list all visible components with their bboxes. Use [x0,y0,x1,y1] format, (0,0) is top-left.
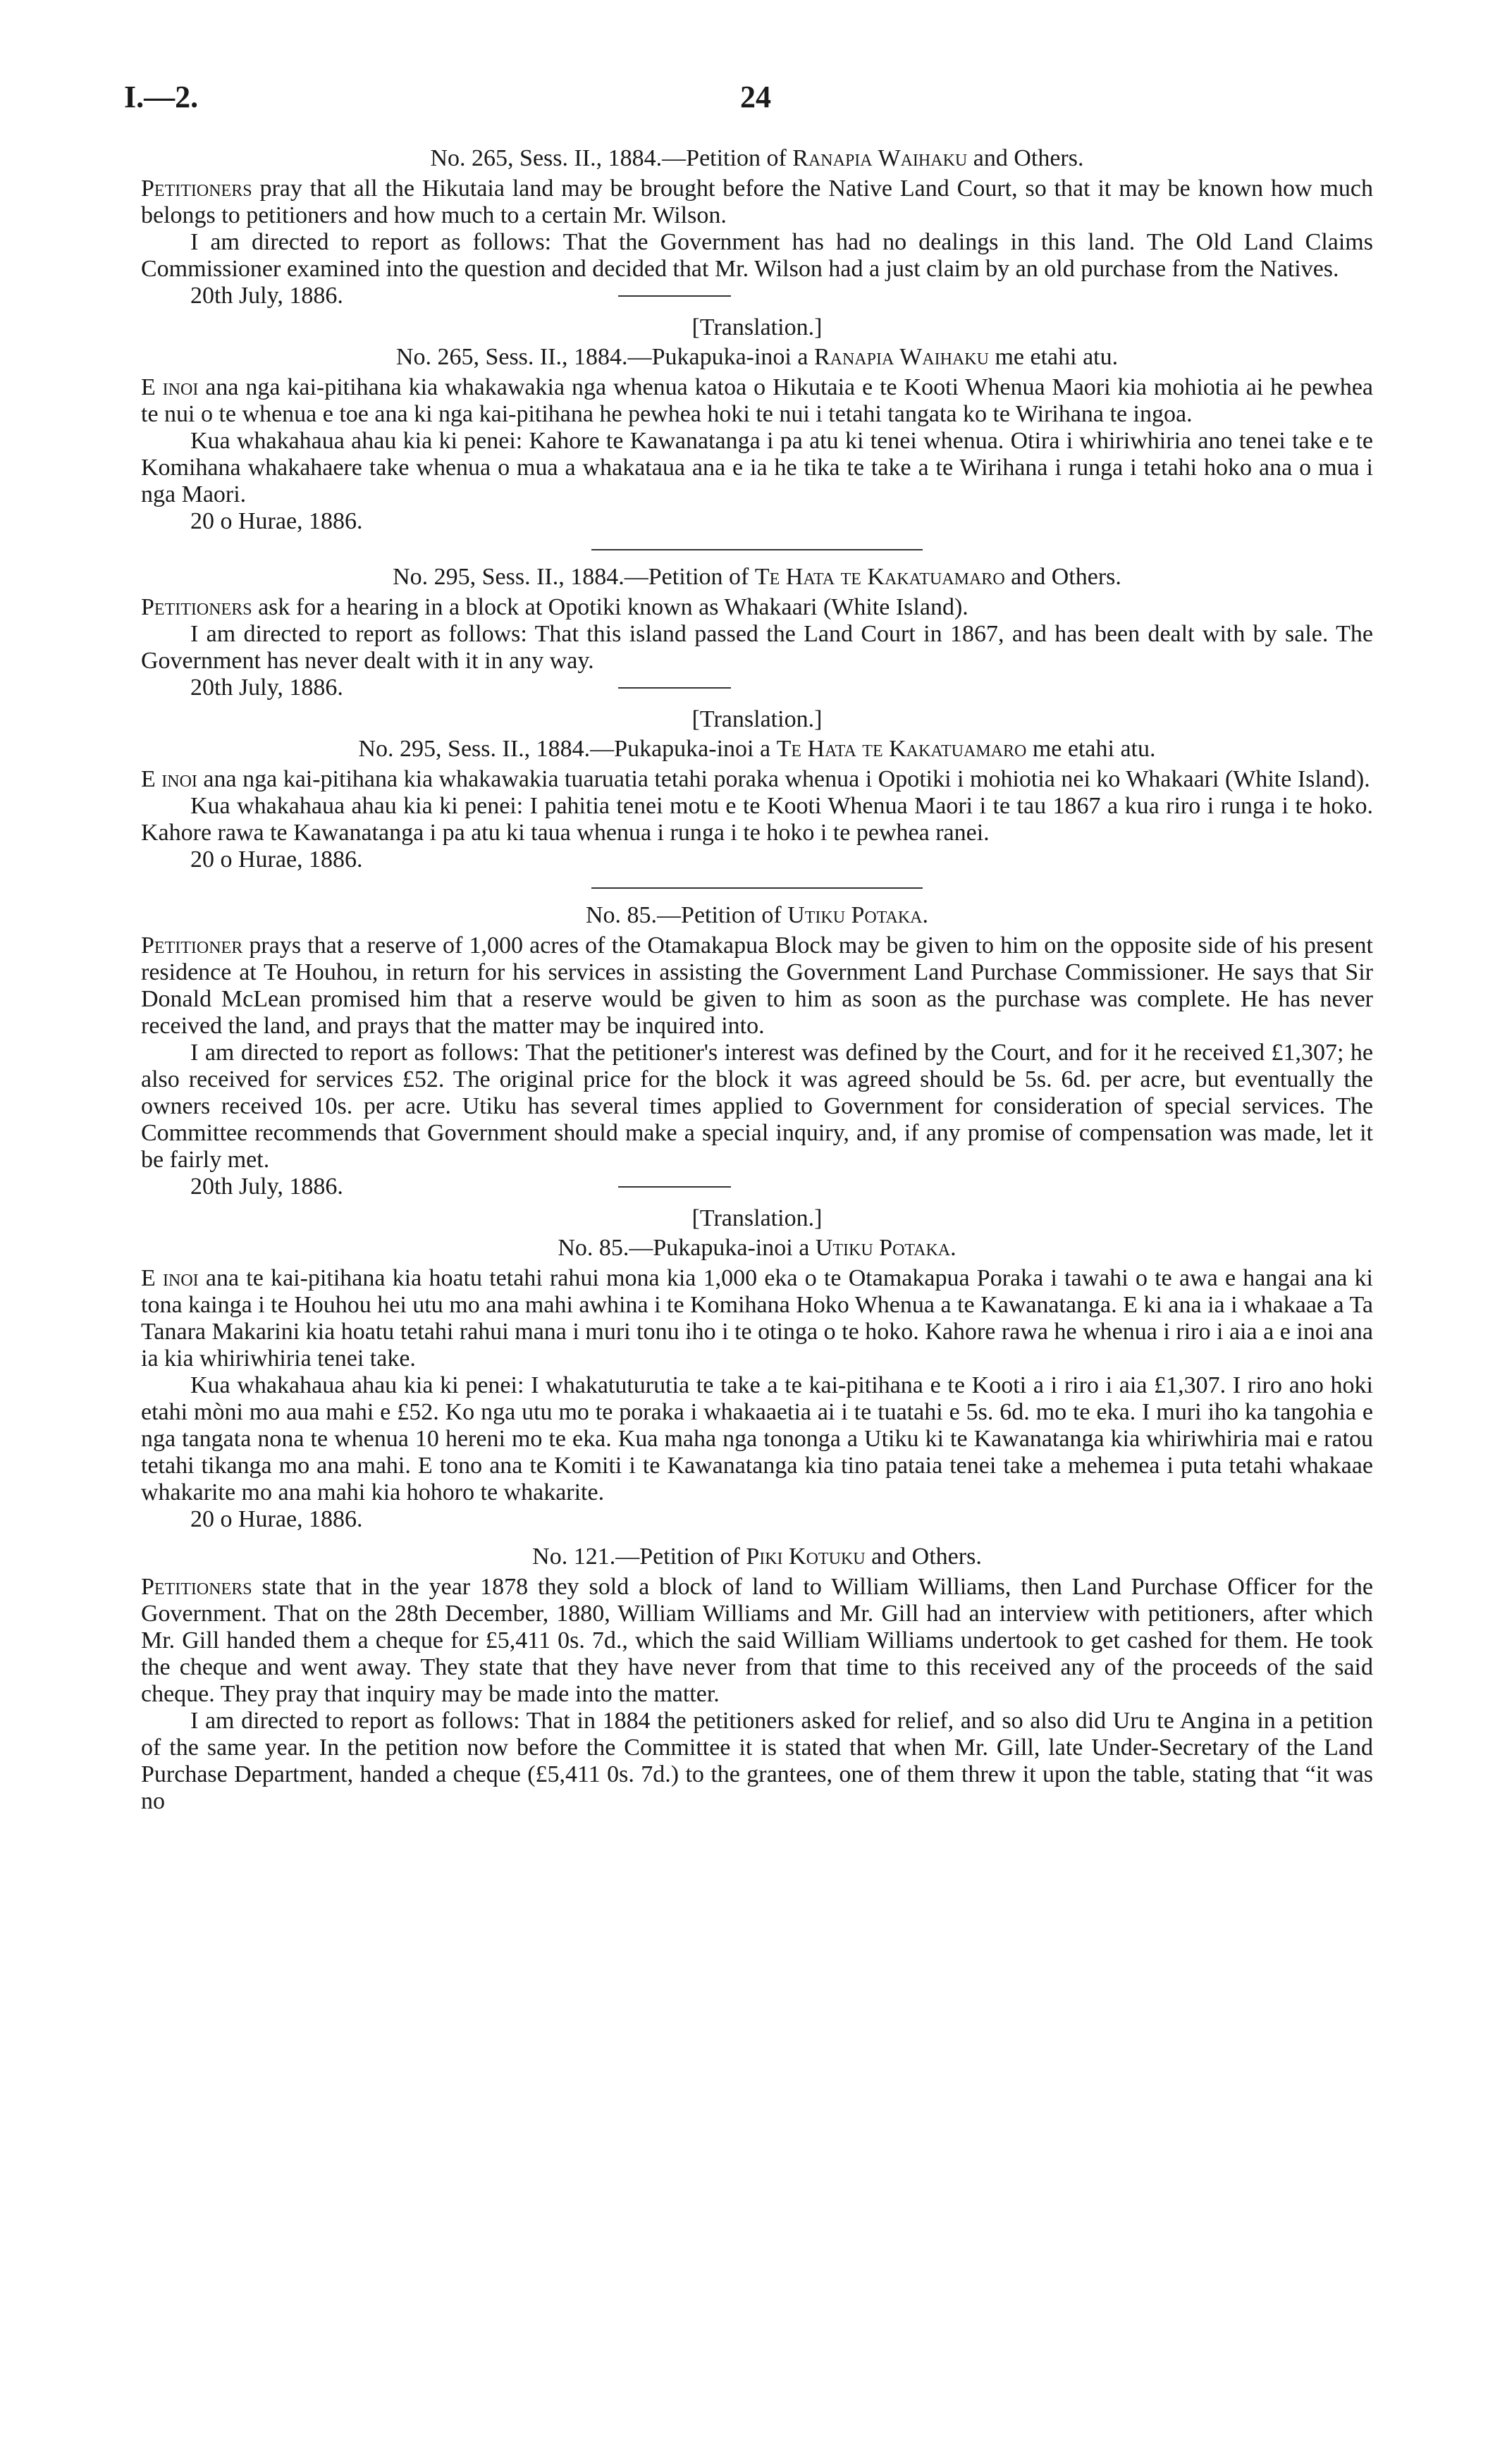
divider [618,1186,731,1188]
report-date: 20th July, 1886. [190,283,343,309]
translation-heading: No. 265, Sess. II., 1884.—Pukapuka-inoi a Ranapia Waihaku me etahi atu. [395,344,1119,370]
petitioner-name: Utiku Potaka [787,902,923,928]
translation-heading: No. 295, Sess. II., 1884.—Pukapuka-inoi a Te Hata te Kakatuamaro me etahi atu. [358,736,1156,762]
report-paragraph: I am directed to report as follows: That the petitioner's interest was defined by the Court, and for it he received £1,307; he also received for services £52. The original price for the block it was agreed should be 5s. 6d. per acre, but eventually the owners received 10s. per acre. Utiku has several times applied to Government for consideration of special services. The Committee recommends that Government should make a special inquiry, and, if any promise of compensation was made, let it be fairly met. [141,1040,1373,1173]
translation-label: [Translation.] [691,314,823,340]
page-content [141,144,1373,1815]
translation-paragraph: E inoi ana nga kai-pitihana kia whakawakia tuaruatia tetahi poraka whenua i Opotiki i mohiotia nei ko Whakaari (White Island). [141,766,1370,792]
divider [618,687,731,689]
petition-section [141,1543,1373,1815]
petitioner-name: Ranapia Waihaku [792,145,968,171]
translation-report-paragraph: Kua whakahaua ahau kia ki penei: I whakatuturutia te take a te kai-pitihana e te Kooti a i riro i aia £1,307. I riro ano hoki etahi mòni mo aua mahi e £52. Ko nga utu mo te poraka i whakaaetia ai i te tuatahi e 5s. 6d. mo te eka. I muri iho ka tangohia e nga tangata nona te whenua 10 hereni mo te eka. Kua maha nga tononga a Utiku ki te Kawanatanga kia whiriwhiria mai e ratou tetahi tikanga mo ana mahi. E tono ana te Komiti i te Kawanatanga kia tino pataia tenei take a mehemea i puta tetahi whakaae whakarite mo ana mahi kia hohoro te whakarite. [141,1372,1373,1505]
report-paragraph: I am directed to report as follows: That this island passed the Land Court in 1867, and has been dealt with by sale. The Government has never dealt with it in any way. [141,621,1373,674]
section-divider [591,887,923,889]
divider [618,295,731,297]
petitioner-name: Te Hata te Kakatuamaro [754,564,1005,590]
petitioner-name: Piki Kotuku [746,1544,866,1570]
petition-heading: No. 265, Sess. II., 1884.—Petition of Ranapia Waihaku and Others. [430,145,1084,171]
petition-paragraph: Petitioners ask for a hearing in a block at Opotiki known as Whakaari (White Island). [141,594,968,620]
section-divider [591,549,923,550]
petition-paragraph: Petitioners state that in the year 1878 they sold a block of land to William Williams, then Land Purchase Officer for the Government. That on the 28th December, 1880, William Williams and Mr. Gill had an interview with petitioners, after which Mr. Gill handed them a cheque for £5,411 0s. 7d., which the said William Williams undertook to get cashed for them. He took the cheque and went away. They state that they have never from that time to this received any of the proceeds of the said cheque. They pray that inquiry may be made into the matter. [141,1574,1373,1707]
petition-heading: No. 85.—Petition of Utiku Potaka. [585,902,929,928]
report-date: 20th July, 1886. [190,1174,343,1200]
translation-paragraph: E inoi ana te kai-pitihana kia hoatu tetahi rahui mona kia 1,000 eka o te Otamakapua Poraka i tawahi o te awa e hangai ana ki tona kainga i te Houhou hei utu mo ana mahi awhina i te Komihana Hoko Whenua a te Kawanatanga. E ki ana ia i whakaae a Ta Tanara Makarini kia hoatu tetahi rahui mana i muri tonu iho i te otinga o te hoko. Kahore rawa he whenua i riro i aia a e inoi ana ia kia whiriwhiria tenei take. [141,1265,1373,1372]
petition-paragraph: Petitioners pray that all the Hikutaia land may be brought before the Native Land Court, so that it may be known how much belongs to petitioners and how much to a certain Mr. Wilson. [141,175,1373,228]
translation-date: 20 o Hurae, 1886. [190,508,363,534]
translation-date: 20 o Hurae, 1886. [190,846,363,873]
petition-heading: No. 121.—Petition of Piki Kotuku and Others. [532,1544,982,1570]
page-reference: I.—2. [124,80,199,114]
translation-label: [Translation.] [691,1205,823,1231]
petition-section [141,901,1373,1533]
translation-heading: No. 85.—Pukapuka-inoi a Utiku Potaka. [558,1235,957,1261]
translation-label: [Translation.] [691,706,823,732]
report-date: 20th July, 1886. [190,674,343,701]
page-number: 24 [740,80,771,114]
petition-section [141,144,1373,535]
petition-heading: No. 295, Sess. II., 1884.—Petition of Te Hata te Kakatuamaro and Others. [393,564,1121,590]
translation-paragraph: E inoi ana nga kai-pitihana kia whakawakia nga whenua katoa o Hikutaia e te Kooti Whenua Maori kia mohiotia ai he pewhea te nui o te whenua e toe ana ki nga kai-pitihana he pewhea hoki te nui i tetahi tangata ko te Wirihana te ingoa. [141,374,1374,427]
petition-section [141,563,1373,873]
report-paragraph: I am directed to report as follows: That the Government has had no dealings in this land. The Old Land Claims Commissioner examined into the question and decided that Mr. Wilson had a just claim by an old purchase from the Natives. [141,229,1373,282]
translation-date: 20 o Hurae, 1886. [190,1506,363,1532]
translation-report-paragraph: Kua whakahaua ahau kia ki penei: Kahore te Kawanatanga i pa atu ki tenei whenua. Otira i whiriwhiria ano tenei take e te Komihana whakahaere take whenua o mua a whakataua ana e ia he tika te take a te Wirihana i runga i tetahi hoko ana o mua i nga Maori. [141,428,1373,507]
translation-report-paragraph: Kua whakahaua ahau kia ki penei: I pahitia tenei motu e te Kooti Whenua Maori i te tau 1867 a kua riro i runga i te hoko. Kahore rawa te Kawanatanga i pa atu ki taua whenua i runga i te hoko i te pewhea ranei. [141,793,1373,846]
petition-paragraph: Petitioner prays that a reserve of 1,000 acres of the Otamakapua Block may be given to him on the opposite side of his present residence at Te Houhou, in return for his services in assisting the Government Land Purchase Commissioner. He says that Sir Donald McLean promised him that a reserve would be given to him as soon as the purchase was complete. He has never received the land, and prays that the matter may be inquired into. [141,932,1373,1039]
report-paragraph: I am directed to report as follows: That in 1884 the petitioners asked for relief, and so also did Uru te Angina in a petition of the same year. In the petition now before the Committee it is stated that when Mr. Gill, late Under-Secretary of the Land Purchase Department, handed a cheque (£5,411 0s. 7d.) to the grantees, one of them threw it upon the table, stating that “it was no [141,1708,1373,1814]
